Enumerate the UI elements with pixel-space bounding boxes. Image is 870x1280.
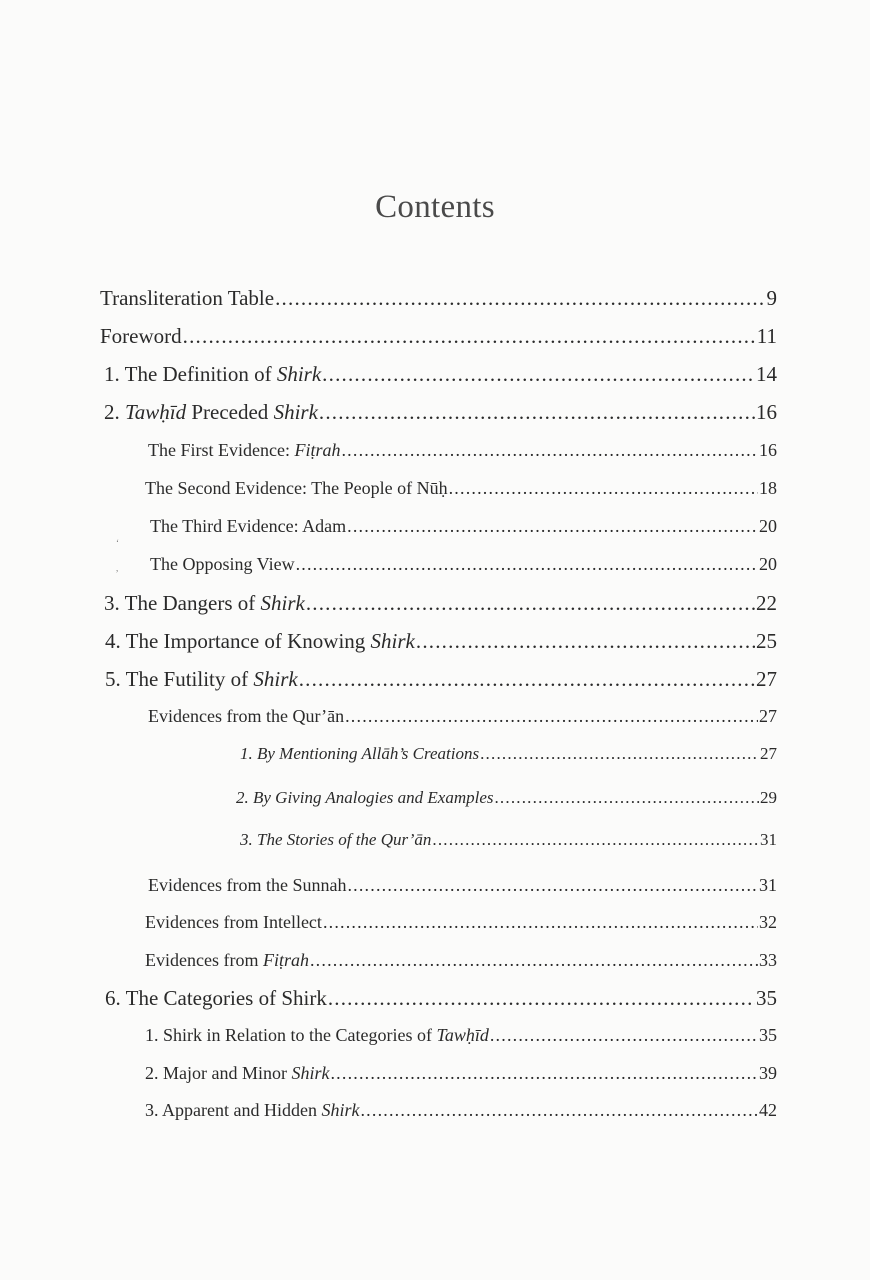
toc-page-number: 18: [759, 478, 777, 498]
toc-entry-label: 2. Tawḥīd Preceded Shirk: [104, 400, 318, 424]
dot-leader: [323, 912, 758, 933]
toc-entry-label: Foreword: [100, 324, 182, 348]
scan-speck: ,: [116, 563, 119, 573]
dot-leader: [490, 1025, 758, 1046]
toc-page-number: 14: [756, 362, 777, 386]
toc-entry-label: 4. The Importance of Knowing Shirk: [105, 629, 415, 653]
toc-entry-label: 3. The Stories of the Qur’ān: [240, 830, 432, 849]
toc-entry-label: Transliteration Table: [100, 286, 275, 310]
toc-entry-label: 2. By Giving Analogies and Examples: [236, 788, 494, 807]
toc-entry-label: The Second Evidence: The People of Nūḥ: [145, 478, 448, 498]
toc-page-number: 20: [759, 516, 777, 536]
toc-entry-label: The Opposing View: [150, 554, 295, 574]
toc-page-number: 35: [756, 986, 777, 1010]
dot-leader: [322, 362, 755, 387]
toc-entry[interactable]: [105, 986, 777, 1011]
toc-entry-label: 1. By Mentioning Allāh’s Creations: [240, 744, 480, 763]
toc-entry[interactable]: [148, 875, 777, 896]
toc-entry[interactable]: [236, 788, 777, 808]
toc-entry[interactable]: [100, 324, 777, 349]
toc-entry-label: 1. Shirk in Relation to the Categories of Tawḥīd: [145, 1025, 489, 1045]
toc-page-number: 33: [759, 950, 777, 970]
toc-page-number: 35: [759, 1025, 777, 1045]
toc-entry[interactable]: [145, 478, 777, 499]
toc-entry[interactable]: [105, 667, 777, 692]
dot-leader: [480, 744, 759, 764]
toc-entry[interactable]: [145, 1063, 777, 1084]
toc-entry[interactable]: [148, 706, 777, 727]
toc-page-number: 16: [756, 400, 777, 424]
toc-page-number: 16: [759, 440, 777, 460]
dot-leader: [319, 400, 755, 425]
toc-entry[interactable]: [145, 950, 777, 971]
toc-entry-label: 1. The Definition of Shirk: [104, 362, 322, 386]
toc-entry-label: 3. The Dangers of Shirk: [104, 591, 305, 615]
toc-entry-label: The Third Evidence: Adam: [150, 516, 347, 536]
toc-page-number: 27: [759, 706, 777, 726]
toc-entry[interactable]: [104, 400, 777, 425]
dot-leader: [183, 324, 756, 349]
toc-entry-label: 2. Major and Minor Shirk: [145, 1063, 330, 1083]
toc-entry-label: 6. The Categories of Shirk: [105, 986, 327, 1010]
toc-entry[interactable]: [145, 1100, 777, 1121]
toc-page-number: 20: [759, 554, 777, 574]
dot-leader: [306, 591, 755, 616]
toc-page-number: 11: [756, 324, 777, 348]
toc-entry[interactable]: [100, 286, 777, 311]
toc-entry[interactable]: [150, 516, 777, 537]
toc-entry[interactable]: [104, 591, 777, 616]
toc-entry[interactable]: [145, 1025, 777, 1046]
toc-entry[interactable]: [240, 830, 777, 850]
toc-page-number: 22: [756, 591, 777, 615]
toc-entry-label: 5. The Futility of Shirk: [105, 667, 298, 691]
dot-leader: [275, 286, 765, 311]
dot-leader: [449, 478, 758, 499]
toc-entry-label: The First Evidence: Fiṭrah: [148, 440, 341, 460]
toc-entry-label: Evidences from the Qur’ān: [148, 706, 345, 726]
dot-leader: [341, 440, 758, 461]
toc-page-number: 39: [759, 1063, 777, 1083]
dot-leader: [345, 706, 758, 727]
toc-entry[interactable]: [240, 744, 777, 764]
toc-entry[interactable]: [145, 912, 777, 933]
dot-leader: [347, 875, 758, 896]
toc-entry-label: Evidences from Fiṭrah: [145, 950, 309, 970]
toc-entry-label: Evidences from the Sunnah: [148, 875, 347, 895]
toc-page-number: 31: [759, 875, 777, 895]
dot-leader: [330, 1063, 758, 1084]
toc-entry-label: 3. Apparent and Hidden Shirk: [145, 1100, 360, 1120]
dot-leader: [416, 629, 755, 654]
dot-leader: [494, 788, 759, 808]
toc-page-number: 32: [759, 912, 777, 932]
toc-page-number: 9: [766, 286, 777, 310]
toc-page-number: 31: [760, 830, 777, 849]
page-title: Contents: [375, 189, 495, 225]
toc-entry[interactable]: [105, 629, 777, 654]
dot-leader: [432, 830, 759, 850]
dot-leader: [310, 950, 758, 971]
toc-page-number: 27: [756, 667, 777, 691]
toc-page-number: 29: [760, 788, 777, 807]
toc-entry[interactable]: [104, 362, 777, 387]
toc-page-number: 25: [756, 629, 777, 653]
toc-entry[interactable]: [150, 554, 777, 575]
dot-leader: [299, 667, 755, 692]
dot-leader: [328, 986, 755, 1011]
dot-leader: [296, 554, 758, 575]
toc-page-number: 42: [759, 1100, 777, 1120]
dot-leader: [360, 1100, 758, 1121]
toc-entry[interactable]: [148, 440, 777, 461]
toc-page-number: 27: [760, 744, 777, 763]
toc-entry-label: Evidences from Intellect: [145, 912, 322, 932]
scan-speck: ‘: [116, 538, 119, 548]
dot-leader: [347, 516, 758, 537]
